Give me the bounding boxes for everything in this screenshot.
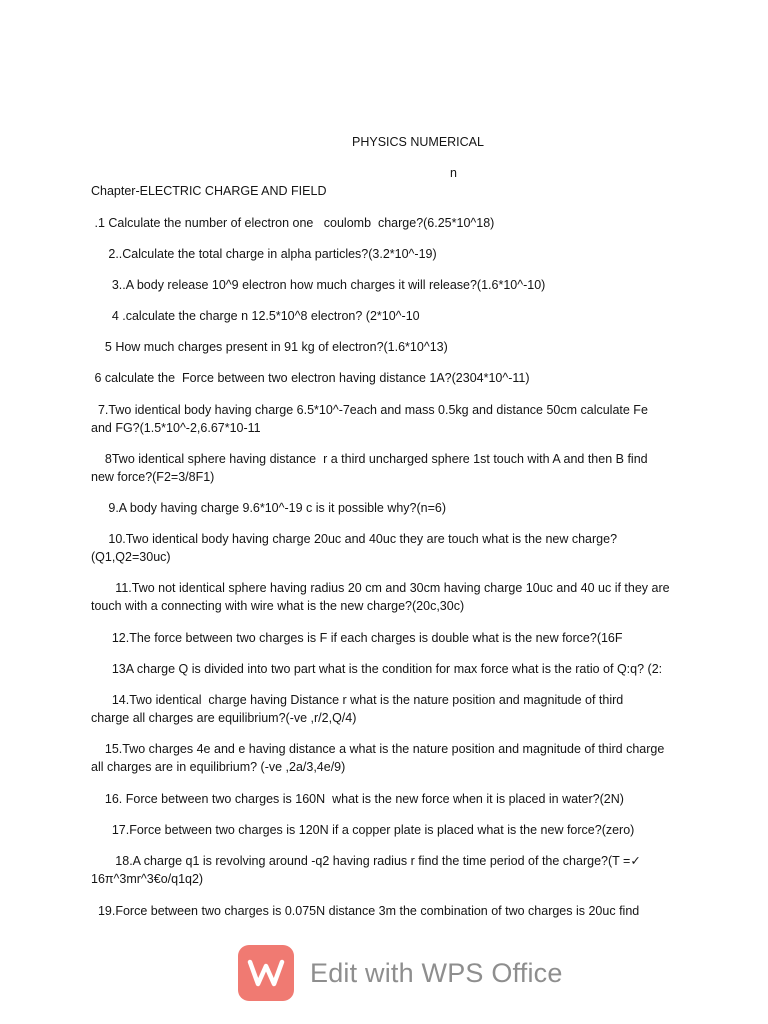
question-16: 16. Force between two charges is 160N what is the new force when it is placed in water?(2N) [91,792,624,806]
question-18: 18.A charge q1 is revolving around -q2 having radius r find the time period of the charge?(T =✓ 16π^3mr^3€o/q1q2) [91,854,641,886]
question-12: 12.The force between two charges is F if each charges is double what is the new force?(16F [91,631,623,645]
question-17: 17.Force between two charges is 120N if a copper plate is placed what is the new force?(zero) [91,823,635,837]
question-3: 3..A body release 10^9 electron how much charges it will release?(1.6*10^-10) [91,278,546,292]
question-1: .1 Calculate the number of electron one coulomb charge?(6.25*10^18) [91,216,495,230]
question-19: 19.Force between two charges is 0.075N distance 3m the combination of two charges is 20uc find [91,904,640,918]
wps-footer-banner[interactable] [238,944,563,1002]
stray-character: n [450,166,457,180]
question-11: 11.Two not identical sphere having radius 20 cm and 30cm having charge 10uc and 40 uc if they are touch with a connecting with wire what is the new charge?(20c,30c) [91,581,670,613]
question-5: 5 How much charges present in 91 kg of electron?(1.6*10^13) [91,340,448,354]
footer-text: Edit with WPS Office [310,957,563,988]
page-title: PHYSICS NUMERICAL [352,135,484,149]
question-10: 10.Two identical body having charge 20uc and 40uc they are touch what is the new charge? (Q1,Q2=30uc) [91,532,618,564]
question-2: 2..Calculate the total charge in alpha particles?(3.2*10^-19) [91,247,437,261]
question-4: 4 .calculate the charge n 12.5*10^8 electron? (2*10^-10 [91,309,420,323]
question-15: 15.Two charges 4e and e having distance a what is the nature position and magnitude of third charge all charges are in equilibrium? (-ve ,2a/3,4e/9) [91,742,665,774]
question-7: 7.Two identical body having charge 6.5*10^-7each and mass 0.5kg and distance 50cm calculate Fe and FG?(1.5*10^-2,6.67*10-11 [91,403,648,435]
wps-logo-icon [238,945,294,1001]
question-8: 8Two identical sphere having distance r a third uncharged sphere 1st touch with A and then B find new force?(F2=3/8F1) [91,452,648,484]
question-9: 9.A body having charge 9.6*10^-19 c is it possible why?(n=6) [91,501,447,515]
question-6: 6 calculate the Force between two electron having distance 1A?(2304*10^-11) [91,371,530,385]
question-14: 14.Two identical charge having Distance r what is the nature position and magnitude of third charge all charges are equilibrium?(-ve ,r/2,Q/4) [91,693,624,725]
chapter-heading: Chapter-ELECTRIC CHARGE AND FIELD [91,184,327,198]
question-13: 13A charge Q is divided into two part what is the condition for max force what is the ratio of Q:q? (2: [91,662,663,676]
